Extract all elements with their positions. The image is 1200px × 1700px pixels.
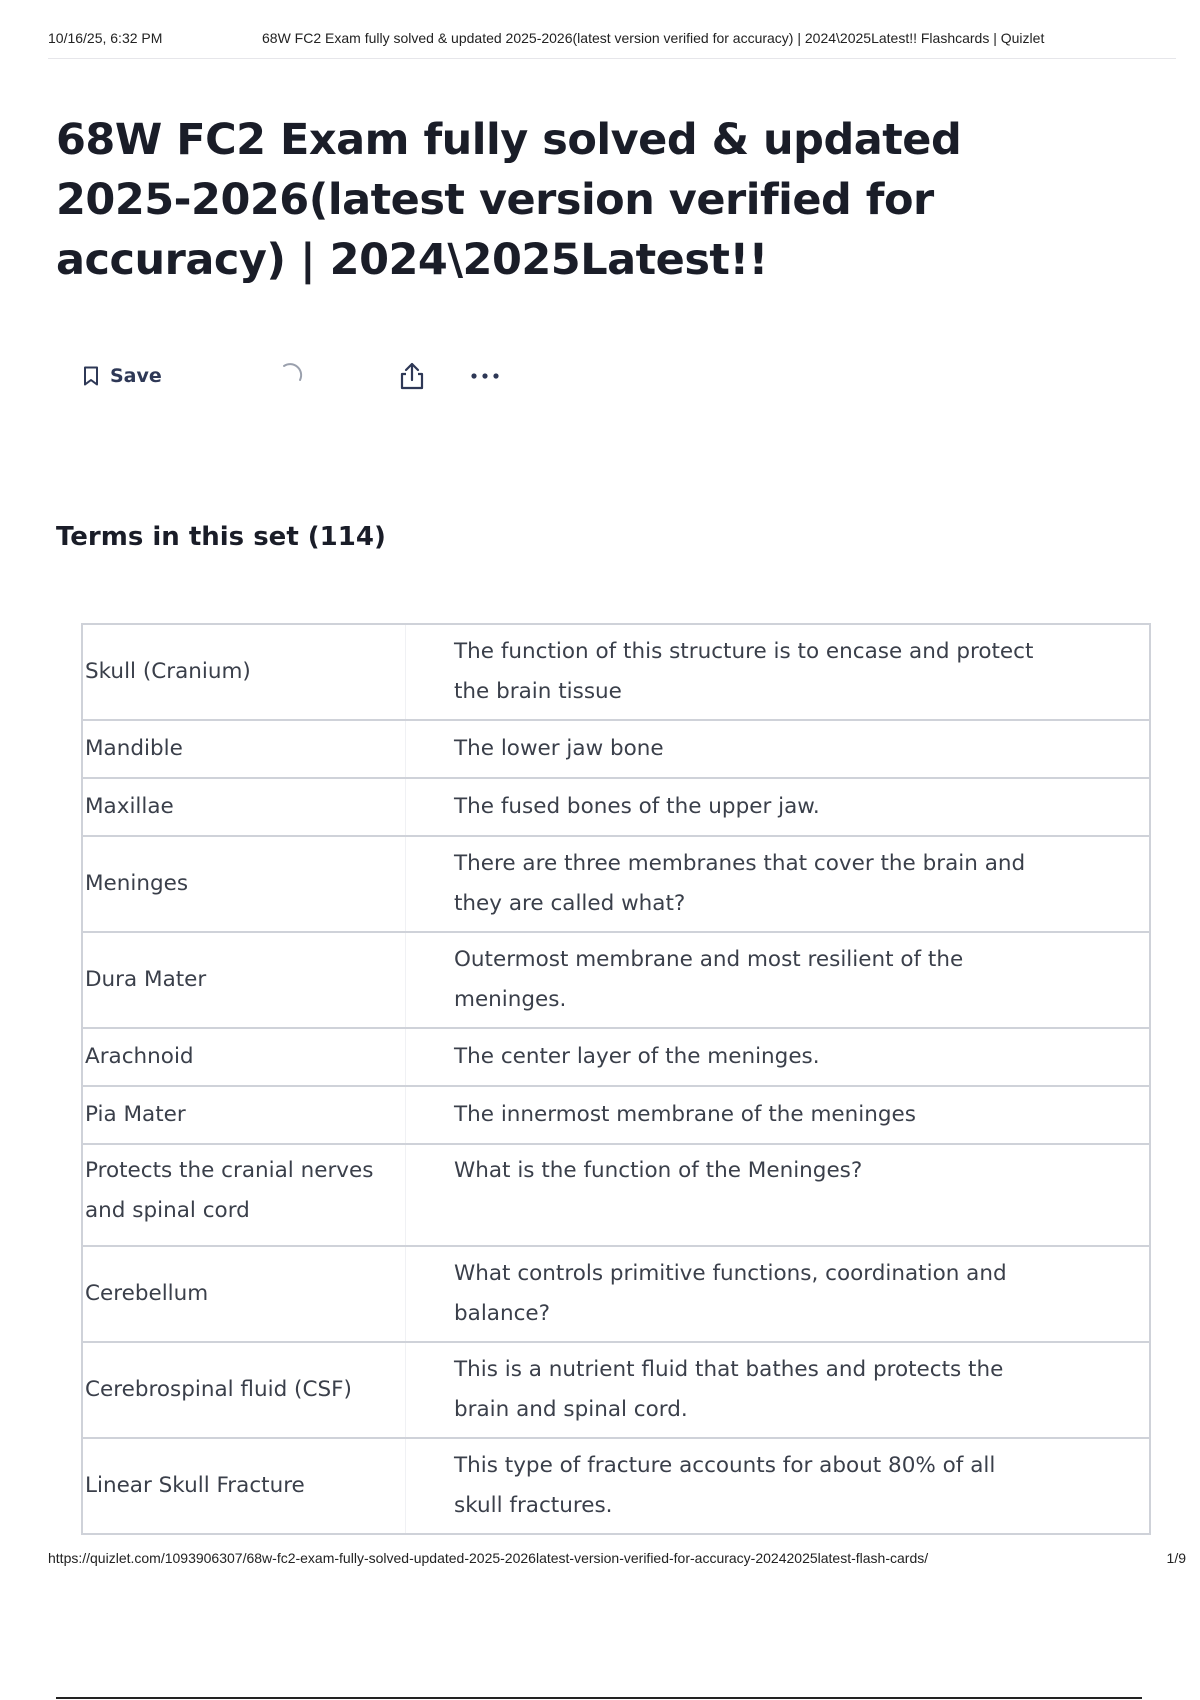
term: Linear Skull Fracture <box>82 1438 406 1534</box>
term: Skull (Cranium) <box>82 624 406 720</box>
header-divider <box>48 58 1176 59</box>
definition: The fused bones of the upper jaw. <box>454 794 820 819</box>
term-row[interactable] <box>82 720 1150 778</box>
term: Meninges <box>82 836 406 932</box>
term-row[interactable] <box>82 932 1150 1028</box>
term: Mandible <box>82 720 406 778</box>
share-icon <box>396 360 428 392</box>
term-row[interactable] <box>82 1144 1150 1246</box>
set-title: 68W FC2 Exam fully solved & updated 2025-2026(latest version verified for accuracy) | 2024\2025Latest!! <box>56 115 962 285</box>
page-url: https://quizlet.com/1093906307/68w-fc2-exam-fully-solved-updated-2025-2026latest-version-verified-for-accuracy-20242025latest-flash-cards/ <box>48 1550 929 1566</box>
save-label: Save <box>110 365 162 387</box>
bottom-divider <box>56 1697 1142 1699</box>
term-row[interactable] <box>82 1438 1150 1534</box>
term-row[interactable] <box>82 1028 1150 1086</box>
term-row[interactable] <box>82 1246 1150 1342</box>
term: Protects the cranial nerves and spinal cord <box>82 1144 406 1246</box>
definition: There are three membranes that cover the brain and they are called what? <box>454 851 1026 916</box>
definition: The center layer of the meninges. <box>454 1044 820 1069</box>
print-date: 10/16/25, 6:32 PM <box>48 30 163 46</box>
loading-spinner-icon <box>276 360 306 390</box>
definition: What is the function of the Meninges? <box>454 1158 863 1183</box>
term-row[interactable] <box>82 1342 1150 1438</box>
term: Maxillae <box>82 778 406 836</box>
term: Cerebrospinal fluid (CSF) <box>82 1342 406 1438</box>
definition: Outermost membrane and most resilient of the meninges. <box>454 947 964 1012</box>
term-row[interactable] <box>82 778 1150 836</box>
bookmark-icon <box>82 366 100 386</box>
term: Arachnoid <box>82 1028 406 1086</box>
terms-table <box>81 623 1151 1535</box>
definition: What controls primitive functions, coordination and balance? <box>454 1261 1007 1326</box>
term-row[interactable] <box>82 836 1150 932</box>
print-page-title: 68W FC2 Exam fully solved & updated 2025-2026(latest version verified for accuracy) | 2024\2025Latest!! Flashcards | Quizlet <box>262 30 1045 46</box>
more-options-button[interactable] <box>465 360 505 392</box>
definition: The function of this structure is to encase and protect the brain tissue <box>454 639 1034 704</box>
definition: This type of fracture accounts for about 80% of all skull fractures. <box>454 1453 996 1518</box>
term: Dura Mater <box>82 932 406 1028</box>
definition: The lower jaw bone <box>454 736 664 761</box>
page-number: 1/9 <box>1166 1550 1186 1566</box>
share-button[interactable] <box>396 360 428 392</box>
definition: The innermost membrane of the meninges <box>454 1102 916 1127</box>
definition: This is a nutrient fluid that bathes and protects the brain and spinal cord. <box>454 1357 1004 1422</box>
save-button[interactable] <box>82 360 162 392</box>
term: Cerebellum <box>82 1246 406 1342</box>
term-row[interactable] <box>82 624 1150 720</box>
more-options-icon <box>465 360 505 392</box>
term-row[interactable] <box>82 1086 1150 1144</box>
terms-heading: Terms in this set (114) <box>56 522 386 552</box>
term: Pia Mater <box>82 1086 406 1144</box>
